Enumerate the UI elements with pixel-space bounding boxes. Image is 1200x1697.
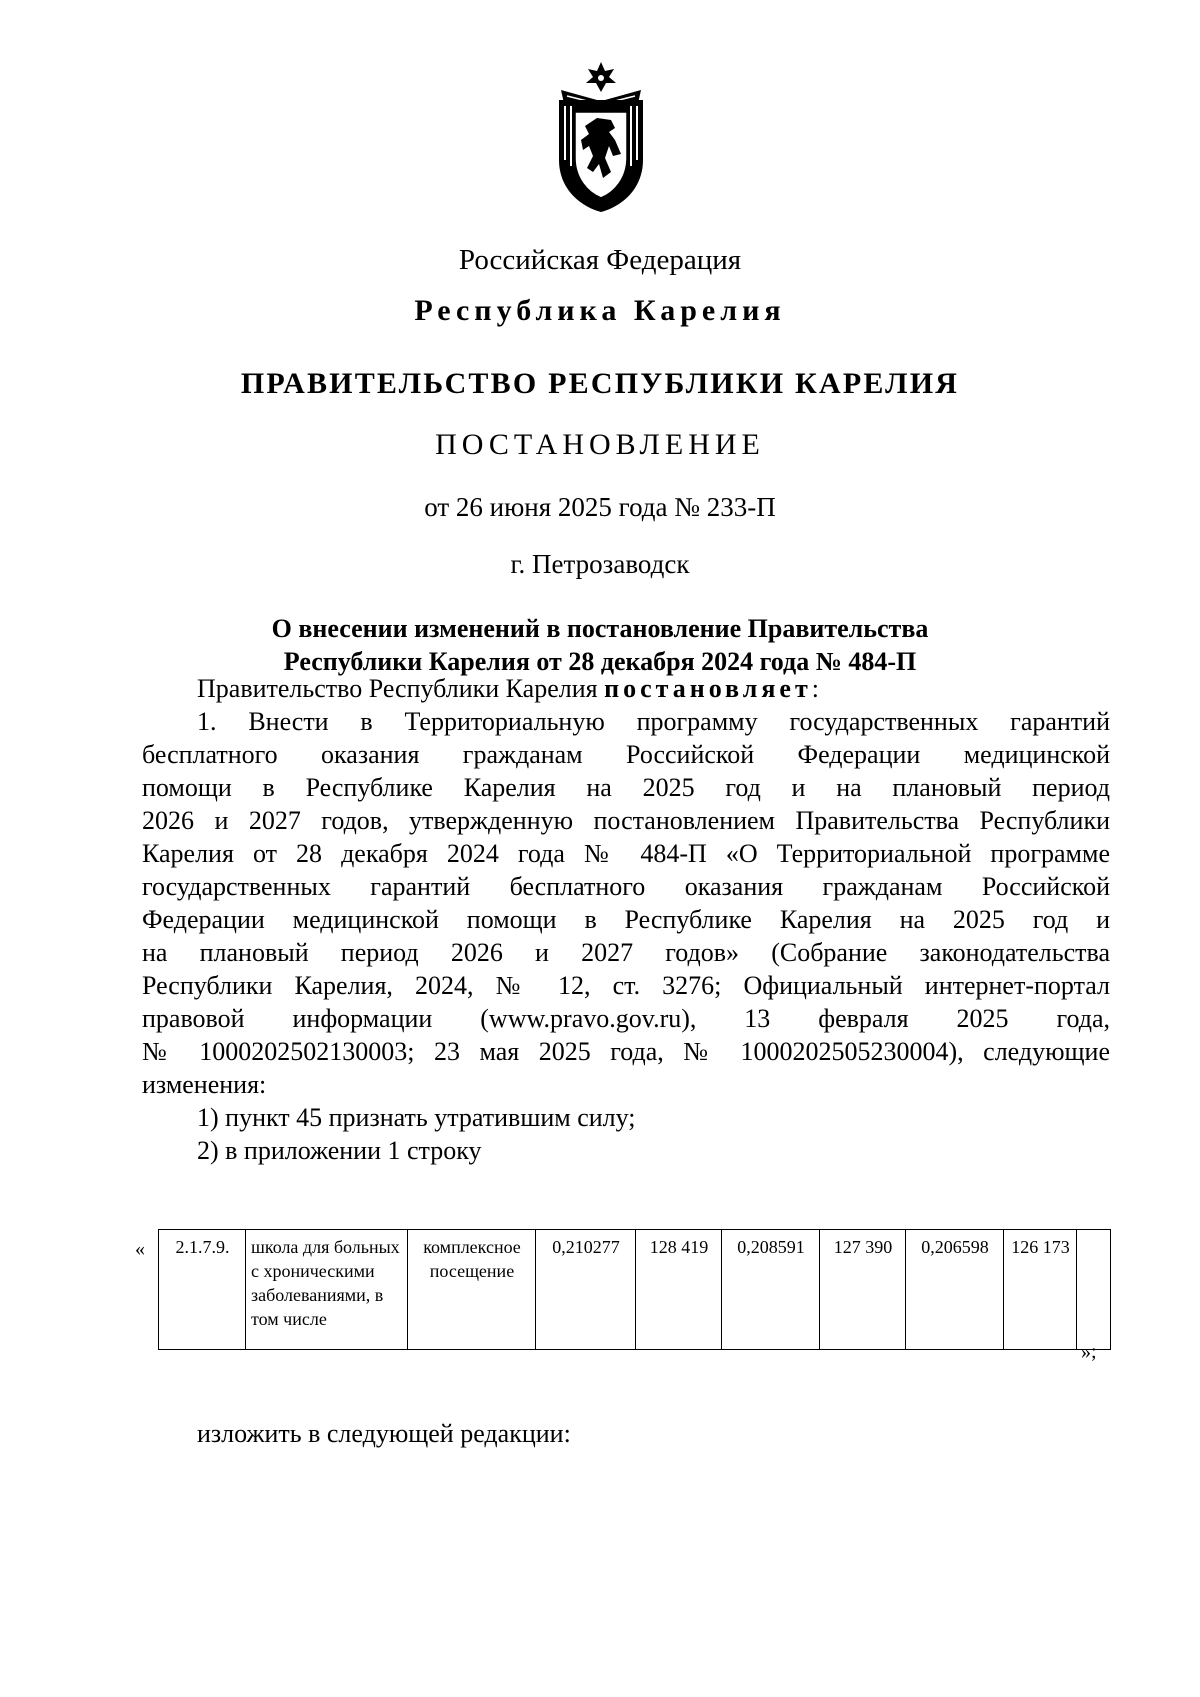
cell-empty [1077, 1230, 1111, 1350]
subject-line: О внесении изменений в постановление Правительства [271, 614, 929, 643]
cell-code: 2.1.7.9. [159, 1230, 246, 1350]
paragraph-line: Республики Карелия, 2024, № 12, ст. 3276; Официальный интернет-портал [142, 971, 1110, 1000]
closing-phrase: изложить в следующей редакции: [197, 1419, 571, 1448]
paragraph-line: изменения: [142, 1070, 267, 1099]
paragraph-line: Федерации медицинской помощи в Республике Карелия на 2025 год и [142, 905, 1110, 934]
cell-name: школа для больных с хроническими заболеваниями, в том числе [246, 1230, 408, 1350]
table-close-quote: »; [1081, 1341, 1097, 1363]
paragraph-line: 1. Внести в Территориальную программу государственных гарантий [197, 707, 1110, 736]
cell-value: 0,210277 [536, 1230, 636, 1350]
amended-row-table [158, 1229, 1111, 1350]
resolves-word: постановляет [604, 674, 812, 703]
intro-colon: : [811, 674, 819, 703]
cell-value: 126 173 [1004, 1230, 1077, 1350]
cell-value: 127 390 [820, 1230, 906, 1350]
paragraph-line: государственных гарантий бесплатного оказания гражданам Российской [142, 872, 1110, 901]
document-date-number: от 26 июня 2025 года № 233-П [424, 492, 776, 522]
document-city: г. Петрозаводск [510, 549, 690, 579]
karelia-coat-of-arms [555, 60, 647, 214]
document-subject [0, 612, 1200, 678]
paragraph-line: помощи в Республике Карелия на 2025 год и на плановый период [142, 773, 1110, 802]
paragraph-line: Карелия от 28 декабря 2024 года № 484-П «О Территориальной программе [142, 839, 1110, 868]
intro-text: Правительство Республики Карелия [197, 674, 605, 703]
table-row [159, 1230, 1111, 1350]
authority-title: ПРАВИТЕЛЬСТВО РЕСПУБЛИКИ КАРЕЛИЯ [240, 367, 960, 400]
table-open-quote: « [135, 1238, 145, 1260]
paragraph-line: правовой информации (www.pravo.gov.ru), 13 февраля 2025 года, [142, 1004, 1110, 1033]
intro-paragraph [197, 672, 1110, 705]
paragraph-line: 2026 и 2027 годов, утвержденную постановлением Правительства Республики [142, 806, 1110, 835]
list-item: 2) в приложении 1 строку [197, 1136, 482, 1165]
cell-value: 0,206598 [906, 1230, 1004, 1350]
paragraph-line: № 1000202502130003; 23 мая 2025 года, № 1000202505230004), следующие [142, 1037, 1110, 1066]
subject-line: Республики Карелия от 28 декабря 2024 года № 484-П [283, 647, 917, 676]
list-item: 1) пункт 45 признать утратившим силу; [197, 1103, 636, 1132]
paragraph-line: на плановый период 2026 и 2027 годов» (Собрание законодательства [142, 938, 1110, 967]
cell-value: 0,208591 [722, 1230, 820, 1350]
republic-title: Республика Карелия [414, 294, 786, 327]
cell-unit: комплексное посещение [408, 1230, 536, 1350]
cell-value: 128 419 [636, 1230, 722, 1350]
country-title: Российская Федерация [458, 244, 742, 276]
paragraph-line: бесплатного оказания гражданам Российской Федерации медицинской [142, 740, 1110, 769]
document-type: ПОСТАНОВЛЕНИЕ [435, 428, 765, 461]
